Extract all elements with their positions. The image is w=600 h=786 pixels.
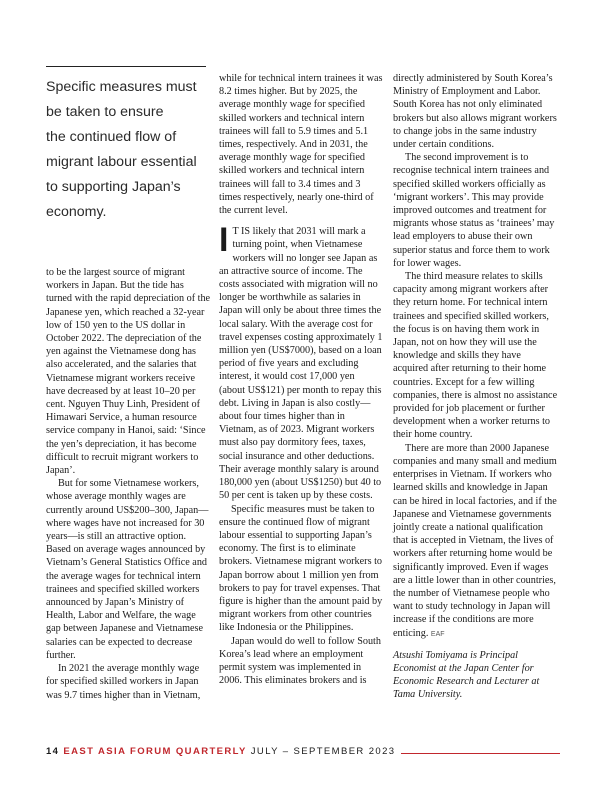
paragraph: while for technical intern trainees it was 8.2 times higher. But by 2025, the average monthly wage for specified skilled workers and technical intern trainees will fall to 5.9 times and 5.1 times, respectively. And in 2031, the average monthly wage for specified skilled workers and technical intern trainees will fall to 3.4 times and 3 times respectively, nearly one-third of the current level. — [219, 73, 383, 217]
paragraph — [393, 442, 558, 641]
paragraph: to be the largest source of migrant workers in Japan. But the tide has turned with the rapid depreciation of the Japanese yen, which reached a 32-year low of 150 yen to the US dollar in October 2022. The depreciation of the yen against the Vietnamese dong has also accelerated, and the salaries that Vietnamese migrant workers receive have decreased by at least 10–20 per cent. Nguyen Thuy Linh, President of Himawari Service, a human resource service company in Hanoi, said: ‘Since the yen’s depreciation, it has become difficult to recruit migrant workers to Japan’. — [46, 267, 211, 477]
pull-quote-line: to supporting Japan’s — [46, 179, 181, 195]
publication-name: EAST ASIA FORUM QUARTERLY — [63, 746, 247, 757]
paragraph: In 2021 the average monthly wage for specified skilled workers in Japan was 9.7 times higher than in Vietnam, — [46, 663, 201, 701]
drop-cap: I — [219, 221, 229, 260]
pull-quote-line: economy. — [46, 204, 107, 220]
paragraph: directly administered by South Korea’s Ministry of Employment and Labor. South Korea has not only eliminated brokers but also allows migrant workers to change jobs in the same industry under certain conditions. — [393, 73, 557, 151]
article-column-3 — [393, 72, 558, 702]
article-column-1 — [46, 266, 211, 702]
end-mark-logo: EAF — [430, 630, 445, 638]
author-bio: Atsushi Tomiyama is Principal Economist at the Japan Center for Economic Research and Lecturer at Tama University. — [393, 649, 540, 701]
paragraph: The second improvement is to recognise technical intern trainees and specified skilled workers officially as ‘migrant workers’. This may provide improved outcomes and treatment for migrants whose status as ‘trainees’ may lead employers to abuse their own superior status and force them to work for lower wages. — [393, 152, 555, 269]
paragraph-text: T IS likely that 2031 will mark a turning point, when Vietnamese workers will no longer see Japan as an attractive source of income. The costs associated with migration will no longer be worthwhile as salaries in Japan will only be about three times the local salary. With the average cost for travel expenses costing approximately 1 million yen (US$7000), based on a loan period of five years and excluding interest, it would cost 17,000 yen (about US$121) per month to repay this debt. Living in Japan is also costly—about four times higher than in Vietnam, as of 2023. Migrant workers must also pay dormitory fees, taxes, social insurance and other deductions. Their average monthly salary is around 180,000 yen (about US$1250) but 40 to 50 per cent is taken up by these costs. — [219, 226, 383, 502]
page-number: 14 — [46, 746, 60, 757]
pull-quote-line: Specific measures must — [46, 79, 197, 95]
issue-date: JULY – SEPTEMBER 2023 — [250, 746, 396, 757]
footer-text — [46, 746, 401, 757]
pull-quote — [46, 66, 206, 225]
pull-quote-line: the continued flow of — [46, 129, 177, 145]
paragraph: But for some Vietnamese workers, whose average monthly wages are currently around US$200–300, Japan—where wages have not increased for 30 years—is still an attractive option. Based on average wages announced by Vietnam’s General Statistics Office and the average wages for technical intern trainees and specified skilled workers announced by Japan’s Ministry of Health, Labor and Welfare, the wage gap between Japanese and Vietnamese salaries can be expected to decrease further. — [46, 478, 209, 661]
pull-quote-line: be taken to ensure — [46, 104, 164, 120]
section-lead-paragraph — [219, 221, 383, 502]
page-footer — [0, 746, 600, 766]
paragraph: Specific measures must be taken to ensure the continued flow of migrant labour essential to supporting Japan’s economy. The first is to eliminate brokers. Vietnamese migrant workers to Japan borrow about 1 million yen from brokers to pay for travel expenses. That figure is higher than the amount paid by migrant workers from other countries like Indonesia or the Philippines. — [219, 503, 383, 634]
article-column-2 — [219, 72, 383, 687]
paragraph: Japan would do well to follow South Korea’s lead where an employment permit system was implemented in 2006. This eliminates brokers and is — [219, 635, 381, 687]
paragraph-text: There are more than 2000 Japanese companies and many small and medium enterprises in Vietnam. If workers who learned skills and knowledge in Japan can be hired in local factories, and if the Japanese and Vietnamese governments jointly create a national qualification that is accepted in Vietnam, the lives of workers after returning home would be significantly improved. Even if wages are a little lower than in other countries, the number of Vietnamese people who want to study technology in Japan will increase if the conditions are more enticing. — [393, 442, 557, 639]
paragraph: The third measure relates to skills capacity among migrant workers after they return home. For technical intern trainees and specified skilled workers, the focus is on having them work in Japan, not on how they will use the knowledge and skills they have acquired after returning to their home countries. Except for a few willing companies, there is almost no assistance provided for job placement or further development when a worker returns to their home country. — [393, 271, 558, 441]
pull-quote-line: migrant labour essential — [46, 154, 197, 170]
